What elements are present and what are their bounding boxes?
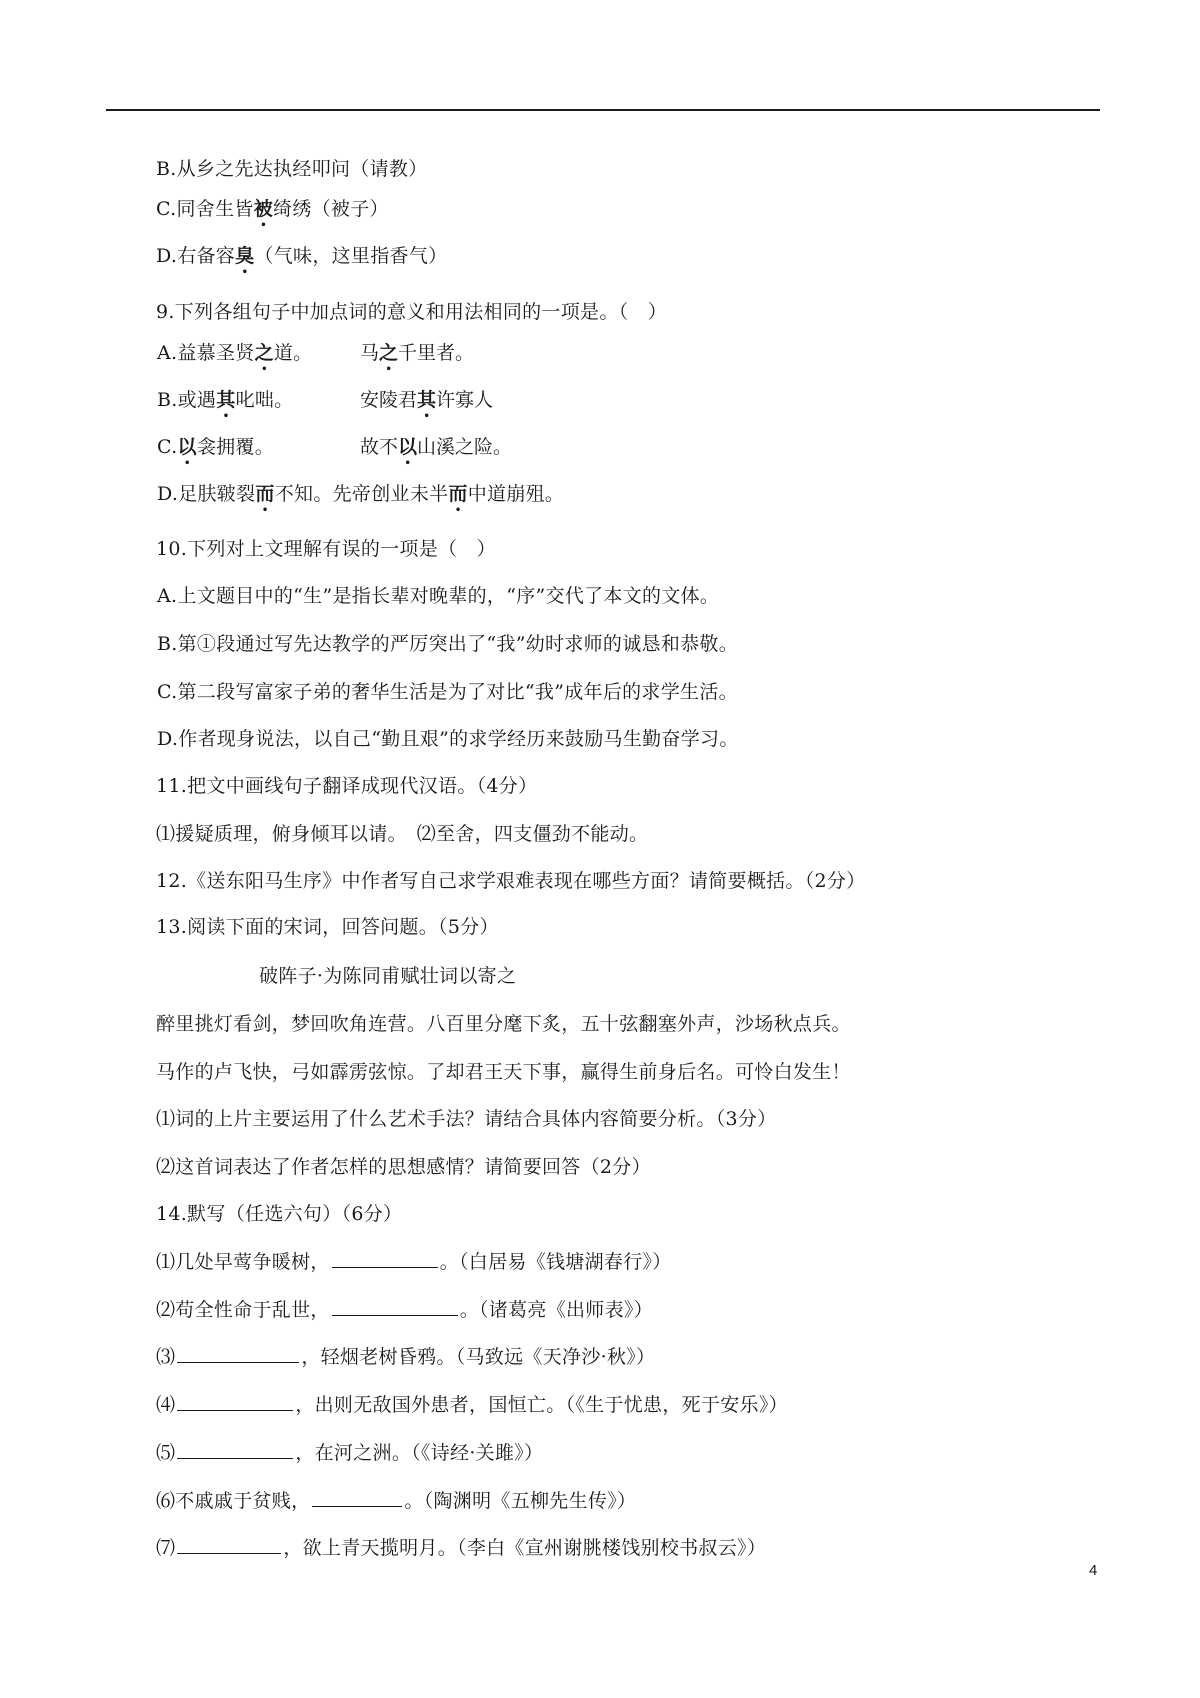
text: ，轻烟老树昏鸦。（马致远《天净沙·秋》） bbox=[301, 1346, 656, 1368]
fill-blank[interactable] bbox=[177, 1440, 293, 1459]
q14-stem: 14.默写（任选六句）（6分） bbox=[156, 1203, 403, 1225]
q10-option-d: D.作者现身说法，以自己“勤且艰”的求学经历来鼓励马生勤奋学习。 bbox=[157, 728, 739, 750]
emphasized-char: 其 bbox=[216, 389, 236, 411]
fill-blank[interactable] bbox=[332, 1249, 438, 1268]
text: 许寡人 bbox=[436, 389, 494, 411]
q9-option-a-right bbox=[360, 339, 474, 375]
text: ⑺ bbox=[156, 1537, 176, 1559]
text: ⑵苟全性命于乱世， bbox=[156, 1299, 330, 1321]
text: 道。 bbox=[273, 342, 313, 364]
fill-blank[interactable] bbox=[177, 1535, 281, 1554]
q14-item-1 bbox=[156, 1248, 672, 1276]
text: ，出则无敌国外患者，国恒亡。（《生于忧患，死于安乐》） bbox=[295, 1394, 788, 1416]
text: A.益慕圣贤 bbox=[157, 342, 255, 364]
q9-option-a bbox=[157, 339, 312, 375]
text: ⑴几处早莺争暖树， bbox=[156, 1251, 330, 1273]
q14-item-4 bbox=[156, 1391, 788, 1419]
poem-title: 破阵子·为陈同甫赋壮词以寄之 bbox=[259, 965, 517, 987]
emphasized-char: 以 bbox=[398, 436, 418, 458]
fill-blank[interactable] bbox=[312, 1488, 402, 1507]
text: ，在河之洲。（《诗经·关雎》） bbox=[295, 1442, 544, 1464]
emphasized-char: 以 bbox=[177, 436, 197, 458]
text: 叱咄。 bbox=[235, 389, 294, 411]
emphasized-char: 臭 bbox=[235, 245, 255, 267]
fill-blank[interactable] bbox=[332, 1297, 458, 1316]
q9-option-b-right bbox=[360, 386, 493, 422]
q14-item-5 bbox=[156, 1439, 543, 1467]
q9-option-b bbox=[157, 386, 293, 422]
header-rule bbox=[106, 109, 1100, 111]
text: D.右备容 bbox=[156, 245, 236, 267]
poem-line-1: 醉里挑灯看剑，梦回吹角连营。八百里分麾下炙，五十弦翻塞外声，沙场秋点兵。 bbox=[156, 1013, 851, 1035]
text: 故不 bbox=[360, 436, 399, 458]
q14-item-7 bbox=[156, 1534, 766, 1562]
fill-blank[interactable] bbox=[177, 1392, 293, 1411]
q12-stem: 12.《送东阳马生序》中作者写自己求学艰难表现在哪些方面？请简要概括。（2分） bbox=[156, 870, 866, 892]
q8-option-d bbox=[156, 242, 447, 278]
text: ⑶ bbox=[156, 1346, 176, 1368]
text: 不知。先帝创业未半 bbox=[274, 483, 449, 505]
q13-subquestion-2: ⑵这首词表达了作者怎样的思想感情？请简要回答（2分） bbox=[156, 1156, 651, 1178]
emphasized-char: 而 bbox=[255, 483, 275, 505]
text: 马 bbox=[360, 342, 380, 364]
q11-items: ⑴援疑质理，俯身倾耳以请。 ⑵至舍，四支僵劲不能动。 bbox=[156, 823, 649, 845]
q9-option-c bbox=[157, 433, 274, 469]
q9-stem: 9.下列各组句子中加点词的意义和用法相同的一项是。（ ） bbox=[156, 301, 668, 323]
q10-option-c: C.第二段写富家子弟的奢华生活是为了对比“我”成年后的求学生活。 bbox=[157, 681, 738, 703]
text: 千里者。 bbox=[398, 342, 475, 364]
q14-item-2 bbox=[156, 1296, 653, 1324]
emphasized-char: 被 bbox=[253, 198, 274, 220]
text: （气味，这里指香气） bbox=[254, 245, 448, 267]
q9-option-d bbox=[157, 480, 564, 516]
text: 安陵君 bbox=[360, 389, 418, 411]
text: ⑹不戚戚于贫贱， bbox=[156, 1490, 311, 1512]
q10-option-b: B.第①段通过写先达教学的严厉突出了“我”幼时求师的诚恳和恭敬。 bbox=[157, 633, 739, 655]
q11-stem: 11.把文中画线句子翻译成现代汉语。（4分） bbox=[156, 775, 538, 797]
text: C.同舍生皆 bbox=[156, 198, 254, 220]
q8-option-b: B.从乡之先达执经叩问（请教） bbox=[156, 158, 428, 180]
text: 中道崩殂。 bbox=[467, 483, 565, 505]
fill-blank[interactable] bbox=[177, 1344, 299, 1363]
text: ⑷ bbox=[156, 1394, 176, 1416]
q14-item-6 bbox=[156, 1487, 636, 1515]
text: ，欲上青天揽明月。（李白《宣州谢朓楼饯别校书叔云》） bbox=[283, 1537, 767, 1559]
q9-option-c-right bbox=[360, 433, 512, 469]
emphasized-char: 之 bbox=[379, 342, 399, 364]
page-number: 4 bbox=[1089, 1562, 1098, 1579]
emphasized-char: 而 bbox=[448, 483, 468, 505]
text: 山溪之险。 bbox=[417, 436, 513, 458]
text: B.或遇 bbox=[157, 389, 217, 411]
q13-subquestion-1: ⑴词的上片主要运用了什么艺术手法？请结合具体内容简要分析。（3分） bbox=[156, 1108, 777, 1130]
text: ⑸ bbox=[156, 1442, 176, 1464]
q10-stem: 10.下列对上文理解有误的一项是（ ） bbox=[156, 538, 496, 560]
q10-option-a: A.上文题目中的“生”是指长辈对晚辈的，“序”交代了本文的文体。 bbox=[157, 585, 720, 607]
q8-option-c bbox=[156, 195, 389, 231]
emphasized-char: 其 bbox=[417, 389, 437, 411]
text: 绮绣（被子） bbox=[273, 198, 389, 220]
text: D.足肤皲裂 bbox=[157, 483, 256, 505]
text: 。（诸葛亮《出师表》） bbox=[459, 1299, 654, 1321]
q13-stem: 13.阅读下面的宋词，回答问题。（5分） bbox=[156, 916, 499, 938]
text: C. bbox=[157, 436, 178, 458]
emphasized-char: 之 bbox=[254, 342, 274, 364]
text: 。（白居易《钱塘湖春行》） bbox=[439, 1251, 672, 1273]
text: 衾拥覆。 bbox=[196, 436, 275, 458]
text: 。（陶渊明《五柳先生传》） bbox=[404, 1490, 637, 1512]
poem-line-2: 马作的卢飞快，弓如霹雳弦惊。了却君王天下事，赢得生前身后名。可怜白发生！ bbox=[156, 1061, 851, 1083]
q14-item-3 bbox=[156, 1343, 655, 1371]
